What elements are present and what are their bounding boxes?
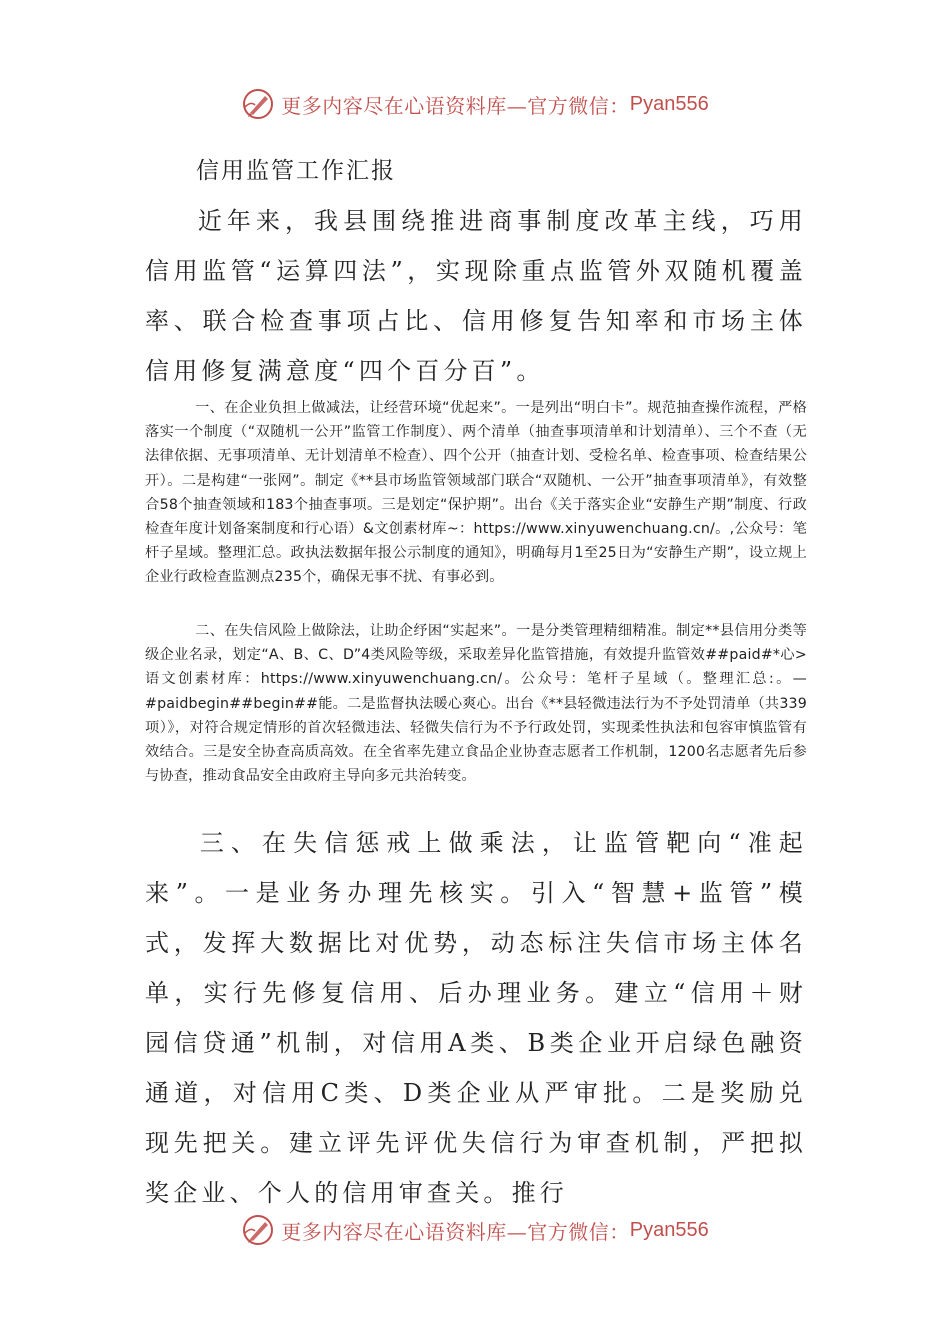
intro-text: 近年来，我县围绕推进商事制度改革主线，巧用信用监管“运算四法”，实现除重点监管外双随机覆盖率、联合检查事项占比、信用修复告知率和市场主体信用修复满意度“四个百分百”。 xyxy=(145,207,807,385)
document-title: 信用监管工作汇报 xyxy=(196,158,396,184)
header-watermark xyxy=(0,84,950,124)
section-2-paragraph xyxy=(145,619,807,788)
section-3-text: 三、在失信惩戒上做乘法，让监管靶向“准起来”。一是业务办理先核实。引入“智慧+监管”模式，发挥大数据比对优势，动态标注失信市场主体名单，实行先修复信用、后办理业务。建立“信用＋财园信贷通”机制，对信用A类、B类企业开启绿色融资通道，对信用C类、D类企业从严审批。二是奖励兑现先把关。建立评先评优失信行为审查机制，严把拟奖企业、个人的信用审查关。推行 xyxy=(145,829,807,1207)
watermark-wechat-id: Pyan556 xyxy=(629,1218,709,1241)
quill-pen-logo-icon xyxy=(241,87,275,121)
section-1-text: 一、在企业负担上做减法，让经营环境“优起来”。一是列出“明白卡”。规范抽查操作流程，严格落实一个制度（“双随机一公开”监管工作制度）、两个清单（抽查事项清单和计划清单）、三个不查（无法律依据、无事项清单、无计划清单不检查）、四个公开（抽查计划、受检名单、检查事项、检查结果公开）。二是构建“一张网”。制定《**县市场监管领域部门联合“双随机、一公开”抽查事项清单》，有效整合58个抽查领域和183个抽查事项。三是划定“保护期”。出台《关于落实企业“安静生产期”制度、行政检查年度计划备案制度和行心语）&文创素材库~：https://www.xinyuwenchuang.cn/。,公众号：笔杆子星域。整理汇总。政执法数据年报公示制度的通知》，明确每月1至25日为“安静生产期”，设立规上企业行政检查监测点235个，确保无事不扰、有事必到。 xyxy=(145,400,807,586)
intro-paragraph xyxy=(145,196,807,396)
section-1-paragraph xyxy=(145,396,807,590)
section-2-text: 二、在失信风险上做除法，让助企纾困“实起来”。一是分类管理精细精准。制定**县信用分类等级企业名录，划定“A、B、C、D”4类风险等级，采取差异化监管措施，有效提升监管效##paid#*心>语文创素材库：https://www.xinyuwenchuang.cn/。公众号：笔杆子星域（。整理汇总:。—#paidbegin##begin##能。二是监督执法暖心爽心。出台《**县轻微违法行为不予处罚清单（共339项）》，对符合规定情形的首次轻微违法、轻微失信行为不予行政处罚，实现柔性执法和包容审慎监管有效结合。三是安全协查高质高效。在全省率先建立食品企业协查志愿者工作机制，1200名志愿者先后参与协查，推动食品安全由政府主导向多元共治转变。 xyxy=(145,623,807,785)
section-3-paragraph xyxy=(145,818,807,1218)
quill-pen-logo-icon xyxy=(241,1213,275,1247)
watermark-text: 更多内容尽在心语资料库—官方微信： xyxy=(281,1219,630,1244)
footer-watermark xyxy=(0,1210,950,1250)
watermark-text: 更多内容尽在心语资料库—官方微信： xyxy=(281,93,630,118)
watermark-wechat-id: Pyan556 xyxy=(629,92,709,115)
